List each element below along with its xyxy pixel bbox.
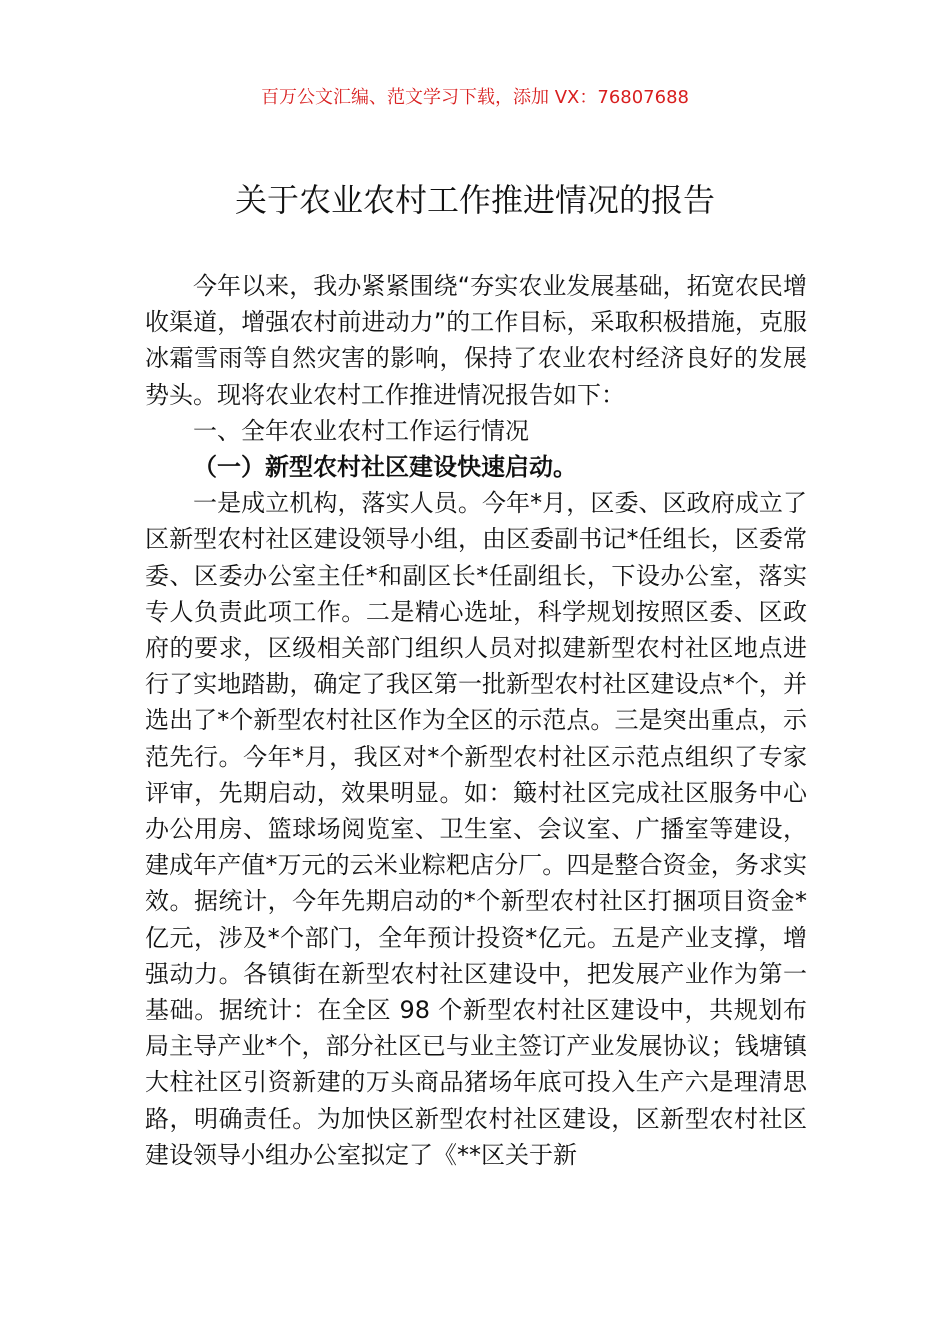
document-title: 关于农业农村工作推进情况的报告 bbox=[234, 181, 715, 219]
document-body bbox=[145, 268, 807, 1173]
intro-paragraph: 今年以来，我办紧紧围绕“夯实农业发展基础，拓宽农民增收渠道，增强农村前进动力”的工作目标，采取积极措施，克服冰霜雪雨等自然灾害的影响，保持了农业农村经济良好的发展势头。现将农业农村工作推进情况报告如下： bbox=[145, 272, 807, 409]
body-paragraph-1: 一是成立机构，落实人员。今年*月，区委、区政府成立了区新型农村社区建设领导小组，由区委副书记*任组长，区委常委、区委办公室主任*和副区长*任副组长，下设办公室，落实专人负责此项工作。二是精心选址，科学规划按照区委、区政府的要求，区级相关部门组织人员对拟建新型农村社区地点进行了实地踏勘，确定了我区第一批新型农村社区建设点*个，并选出了*个新型农村社区作为全区的示范点。三是突出重点，示范先行。今年*月，我区对*个新型农村社区示范点组织了专家评审，先期启动，效果明显。如：簸村社区完成社区服务中心办公用房、篮球场阅览室、卫生室、会议室、广播室等建设，建成年产值*万元的云米业粽粑店分厂。四是整合资金，务求实效。据统计，今年先期启动的*个新型农村社区打捆项目资金*亿元，涉及*个部门，全年预计投资*亿元。五是产业支撑，增强动力。各镇街在新型农村社区建设中，把发展产业作为第一基础。据统计：在全区 98 个新型农村社区建设中，共规划布局主导产业*个，部分社区已与业主签订产业发展协议；钱塘镇大柱社区引资新建的万头商品猪场年底可投入生产六是理清思路，明确责任。为加快区新型农村社区建设，区新型农村社区建设领导小组办公室拟定了《**区关于新 bbox=[145, 489, 807, 1169]
header-contact-note: 百万公文汇编、范文学习下载，添加 VX：76807688 bbox=[261, 87, 689, 108]
subsection-heading-1: （一）新型农村社区建设快速启动。 bbox=[193, 453, 577, 482]
section-heading-1: 一、全年农业农村工作运行情况 bbox=[193, 416, 529, 445]
